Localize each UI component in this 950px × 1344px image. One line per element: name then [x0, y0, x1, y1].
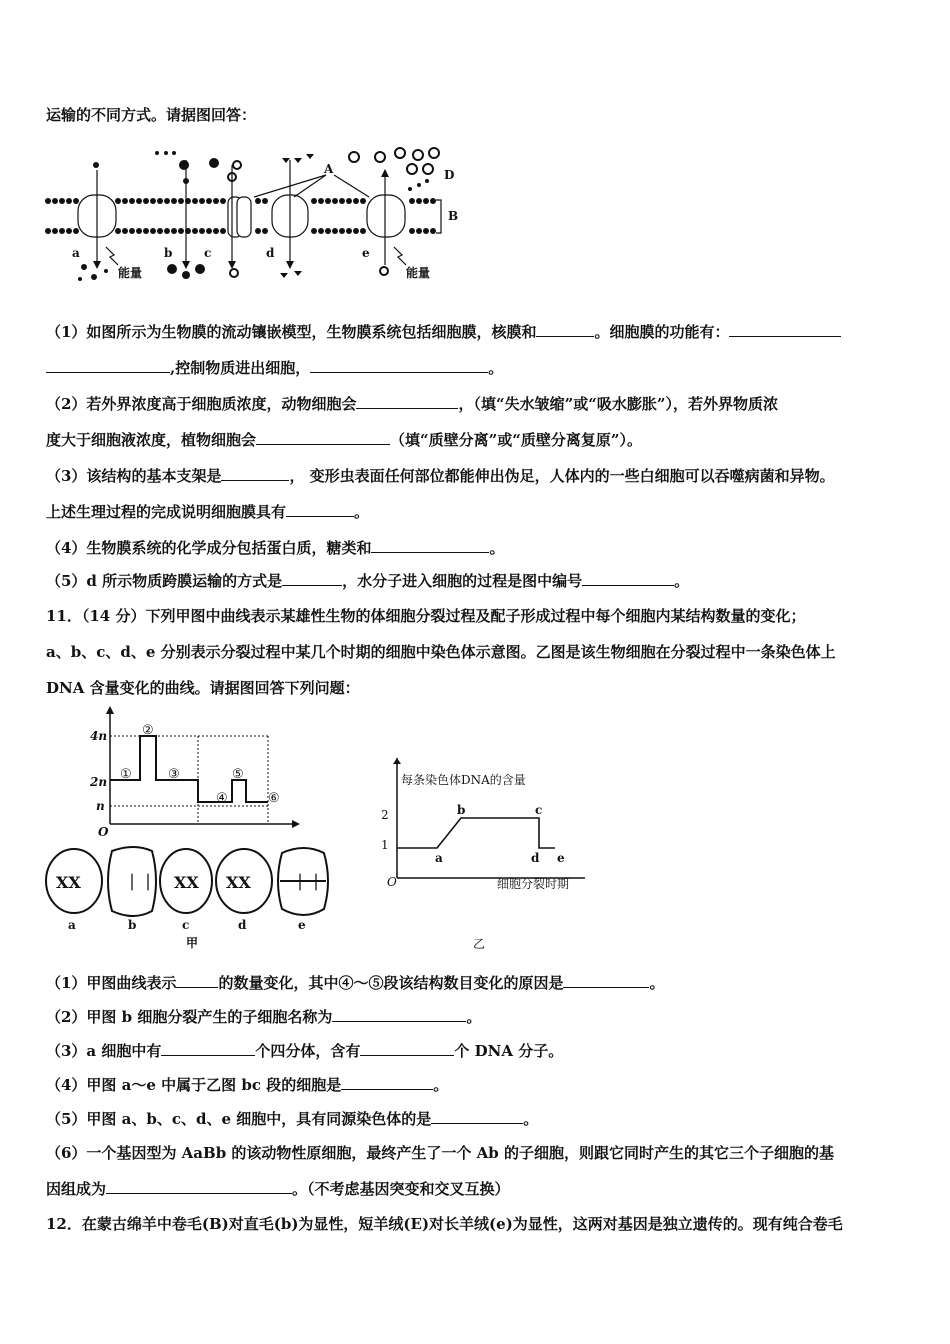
answer-blank[interactable]: [221, 466, 289, 481]
answer-blank[interactable]: [256, 430, 390, 445]
answer-blank[interactable]: [371, 538, 489, 553]
phospholipid-head: [171, 198, 177, 204]
seg-1: ①: [120, 767, 132, 782]
yi-point-label: e: [557, 851, 565, 865]
intro-text: 运输的不同方式。请据图回答：: [46, 106, 257, 124]
cell-label-a: a: [68, 918, 76, 932]
phospholipid-head: [255, 228, 261, 234]
phospholipid-head: [423, 198, 429, 204]
label-b: b: [164, 246, 173, 260]
phospholipid-head: [360, 198, 366, 204]
phospholipid-head: [430, 198, 436, 204]
phospholipid-head: [206, 228, 212, 234]
phospholipid-head: [157, 228, 163, 234]
phospholipid-head: [171, 228, 177, 234]
chart-jia: [80, 706, 300, 836]
phospholipid-head: [353, 198, 359, 204]
chart-yi: [375, 758, 595, 953]
phospholipid-head: [325, 198, 331, 204]
cell-label-d: d: [238, 918, 247, 932]
phospholipid-head: [73, 228, 79, 234]
q2-line2: 度大于细胞液浓度，植物细胞会 （填“质壁分离”或“质壁分离复原”）。: [46, 431, 643, 449]
phospholipid-head: [213, 198, 219, 204]
seg-4: ④: [216, 791, 228, 806]
answer-blank[interactable]: [106, 1179, 292, 1194]
label-e: e: [362, 246, 370, 260]
phospholipid-head: [416, 198, 422, 204]
yi-point-label: b: [457, 803, 466, 817]
svg-text:ⅩⅩ: ⅩⅩ: [226, 873, 251, 892]
energy-label-1: 能量: [118, 266, 143, 280]
answer-blank[interactable]: [161, 1041, 255, 1056]
label-A: A: [324, 162, 334, 176]
answer-blank[interactable]: [46, 358, 170, 373]
s4-line: （4）甲图 a～e 中属于乙图 bc 段的细胞是 。: [46, 1076, 449, 1094]
phospholipid-head: [115, 198, 121, 204]
yi-title: 乙: [473, 937, 486, 951]
seg-6: ⑥: [268, 791, 280, 806]
s6-line1: （6）一个基因型为 AaBb 的该动物性原细胞，最终产生了一个 Ab 的子细胞，则跟它同时产生的其它三个子细胞的基: [46, 1144, 834, 1162]
phospholipid-head: [122, 198, 128, 204]
phospholipid-head: [332, 198, 338, 204]
phospholipid-head: [360, 228, 366, 234]
phospholipid-head: [255, 198, 261, 204]
phospholipid-head: [416, 228, 422, 234]
phospholipid-head: [332, 228, 338, 234]
energy-label-2: 能量: [406, 266, 431, 280]
label-c: c: [204, 246, 212, 260]
q4-line: （4）生物膜系统的化学成分包括蛋白质，糖类和 。: [46, 539, 505, 557]
phospholipid-head: [136, 228, 142, 234]
phospholipid-head: [143, 198, 149, 204]
p11-line2: a、b、c、d、e 分别表示分裂过程中某几个时期的细胞中染色体示意图。乙图是该生物细胞在分裂过程中一条染色体上: [46, 643, 836, 661]
phospholipid-head: [339, 198, 345, 204]
answer-blank[interactable]: [431, 1109, 523, 1124]
cell-label-e: e: [298, 918, 306, 932]
answer-blank[interactable]: [729, 322, 841, 337]
q2-line1: （2）若外界浓度高于细胞质浓度，动物细胞会 ，（填“失水皱缩”或“吸水膨胀”），若外界物质浓: [46, 395, 778, 413]
phospholipid-head: [318, 228, 324, 234]
yi-point-label: a: [435, 851, 443, 865]
answer-blank[interactable]: [356, 394, 458, 409]
phospholipid-head: [164, 198, 170, 204]
phospholipid-head: [59, 198, 65, 204]
q3-line1: （3）该结构的基本支架是 ， 变形虫表面任何部位都能伸出伪足，人体内的一些白细胞可以吞噬病菌和异物。: [46, 467, 835, 485]
svg-text:ⅩⅩ: ⅩⅩ: [174, 873, 199, 892]
phospholipid-head: [423, 228, 429, 234]
label-D: D: [444, 168, 455, 182]
yi-series-line: [397, 818, 555, 848]
q5-line: （5）d 所示物质跨膜运输的方式是 ，水分子进入细胞的过程是图中编号 。: [46, 572, 690, 590]
yi-tick-1: 1: [381, 838, 389, 852]
membrane-diagram: [44, 145, 474, 290]
y-tick-4n: 4n: [90, 729, 108, 743]
phospholipid-head: [346, 198, 352, 204]
p11-line1: 11．（14 分）下列甲图中曲线表示某雄性生物的体细胞分裂过程及配子形成过程中每个细胞内某结构数量的变化；: [46, 607, 806, 625]
answer-blank[interactable]: [176, 973, 218, 988]
cell-diagrams: [44, 843, 334, 953]
phospholipid-head: [52, 198, 58, 204]
phospholipid-head: [59, 228, 65, 234]
phospholipid-head: [409, 228, 415, 234]
jia-series-line: [110, 736, 268, 802]
phospholipid-head: [157, 198, 163, 204]
seg-5: ⑤: [232, 767, 244, 782]
phospholipid-head: [206, 198, 212, 204]
svg-text:｜｜: ｜｜: [292, 873, 325, 892]
carrier-protein-e: [367, 195, 405, 237]
phospholipid-head: [192, 228, 198, 234]
answer-blank[interactable]: [536, 322, 594, 337]
phospholipid-head: [66, 198, 72, 204]
phospholipid-head: [339, 228, 345, 234]
s1-line: （1）甲图曲线表示 的数量变化，其中④～⑤段该结构数目变化的原因是 。: [46, 974, 665, 992]
seg-3: ③: [168, 767, 180, 782]
svg-text:｜｜: ｜｜: [124, 873, 157, 892]
yi-point-label: c: [535, 803, 543, 817]
phospholipid-head: [220, 228, 226, 234]
phospholipid-head: [213, 228, 219, 234]
phospholipid-head: [409, 198, 415, 204]
y-tick-n: n: [96, 799, 105, 813]
yi-origin: O: [387, 875, 397, 889]
phospholipid-head: [192, 198, 198, 204]
cell-label-c: c: [182, 918, 190, 932]
s5-line: （5）甲图 a、b、c、d、e 细胞中，具有同源染色体的是 。: [46, 1110, 539, 1128]
answer-blank[interactable]: [310, 358, 488, 373]
phospholipid-head: [129, 198, 135, 204]
label-d: d: [266, 246, 275, 260]
answer-blank[interactable]: [286, 502, 354, 517]
phospholipid-head: [318, 198, 324, 204]
phospholipid-head: [262, 228, 268, 234]
y-tick-2n: 2n: [90, 775, 108, 789]
phospholipid-head: [346, 228, 352, 234]
answer-blank[interactable]: [582, 571, 674, 586]
s2-line: （2）甲图 b 细胞分裂产生的子细胞名称为 。: [46, 1008, 482, 1026]
phospholipid-head: [353, 228, 359, 234]
s3-line: （3）a 细胞中有 个四分体，含有 个 DNA 分子。: [46, 1042, 564, 1060]
phospholipid-head: [199, 198, 205, 204]
seg-2: ②: [142, 723, 154, 738]
p12-line: 12．在蒙古绵羊中卷毛(B)对直毛(b)为显性，短羊绒(E)对长羊绒(e)为显性，这两对基因是独立遗传的。现有纯合卷毛: [46, 1215, 843, 1233]
yi-ylabel: 每条染色体DNA的含量: [401, 773, 526, 787]
p11-line3: DNA 含量变化的曲线。请据图回答下列问题：: [46, 679, 360, 697]
answer-blank[interactable]: [332, 1007, 466, 1022]
phospholipid-head: [178, 228, 184, 234]
answer-blank[interactable]: [282, 571, 342, 586]
q1-line2: ,控制物质进出细胞， 。: [46, 357, 503, 378]
phospholipid-head: [115, 228, 121, 234]
svg-text:ⅩⅩ: ⅩⅩ: [56, 873, 81, 892]
phospholipid-head: [199, 228, 205, 234]
answer-blank[interactable]: [360, 1041, 454, 1056]
cell-label-b: b: [128, 918, 137, 932]
phospholipid-head: [311, 228, 317, 234]
yi-tick-2: 2: [381, 808, 389, 822]
q1-line1: （1）如图所示为生物膜的流动镶嵌模型，生物膜系统包括细胞膜，核膜和 。细胞膜的功能有：: [46, 321, 841, 342]
phospholipid-head: [164, 228, 170, 234]
phospholipid-head: [150, 198, 156, 204]
pore-protein-c2: [237, 197, 251, 237]
phospholipid-head: [430, 228, 436, 234]
phospholipid-head: [311, 198, 317, 204]
yi-point-label: d: [531, 851, 540, 865]
phospholipid-head: [45, 228, 51, 234]
phospholipid-head: [150, 228, 156, 234]
origin-label: O: [98, 825, 109, 836]
q3-line2: 上述生理过程的完成说明细胞膜具有 。: [46, 503, 370, 521]
phospholipid-head: [129, 228, 135, 234]
answer-blank[interactable]: [563, 973, 649, 988]
label-a: a: [72, 246, 80, 260]
phospholipid-head: [136, 198, 142, 204]
caption-jia: 甲: [186, 936, 199, 950]
phospholipid-head: [122, 228, 128, 234]
answer-blank[interactable]: [341, 1075, 433, 1090]
phospholipid-head: [143, 228, 149, 234]
phospholipid-head: [262, 198, 268, 204]
phospholipid-head: [178, 198, 184, 204]
phospholipid-head: [45, 198, 51, 204]
phospholipid-head: [66, 228, 72, 234]
phospholipid-head: [220, 198, 226, 204]
s6-line2: 因组成为 。（不考虑基因突变和交叉互换）: [46, 1180, 510, 1198]
phospholipid-head: [73, 198, 79, 204]
yi-xlabel: 细胞分裂时期: [497, 877, 570, 891]
phospholipid-head: [325, 228, 331, 234]
phospholipid-head: [52, 228, 58, 234]
label-B: B: [448, 209, 459, 223]
